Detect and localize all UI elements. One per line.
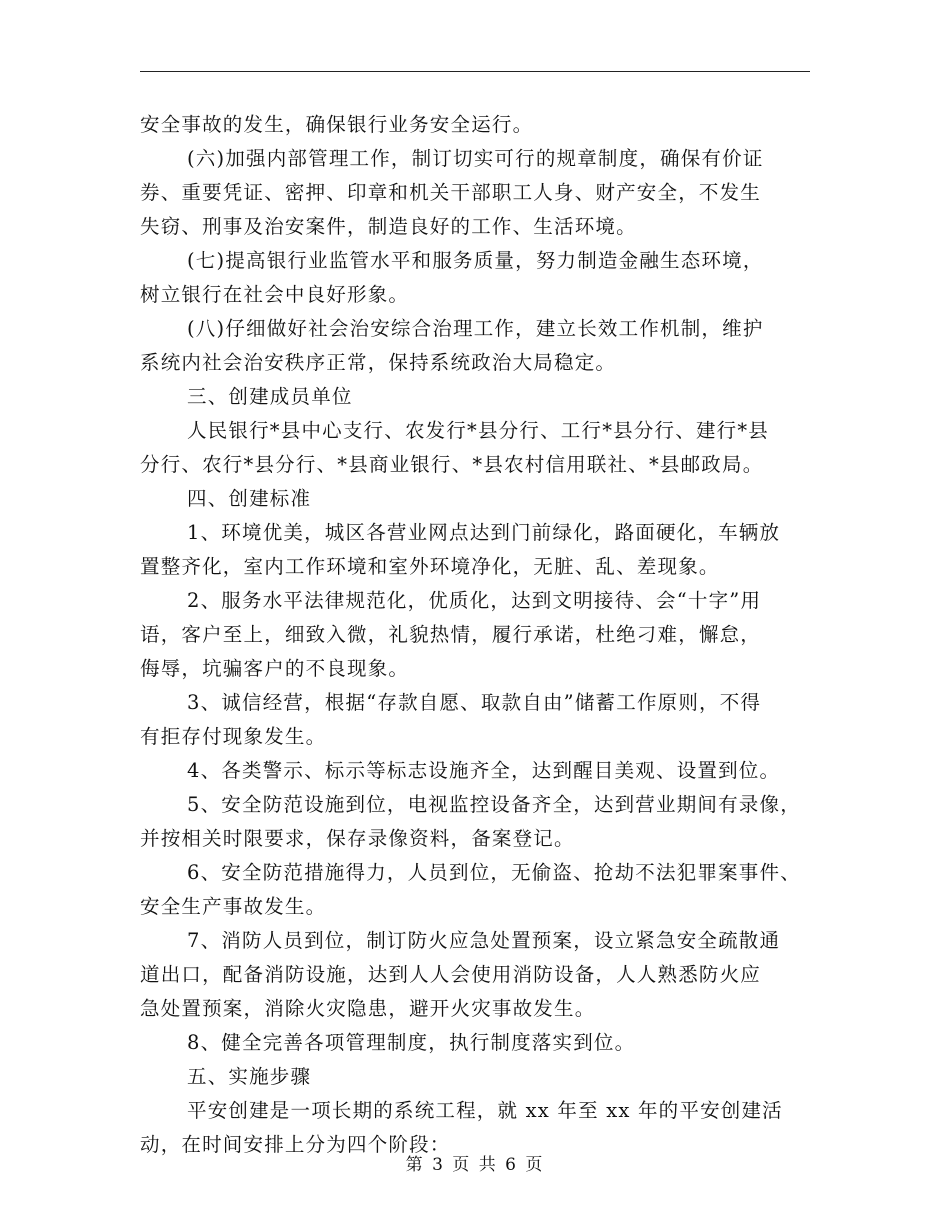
text-line: 失窃、刑事及治安案件，制造良好的工作、生活环境。 — [140, 215, 637, 238]
text-line: (六)加强内部管理工作，制订切实可行的规章制度，确保有价证 — [187, 147, 764, 170]
text-line: 5、安全防范设施到位，电视监控设备齐全，达到营业期间有录像， — [187, 793, 801, 816]
text-line: 动，在时间安排上分为四个阶段： — [140, 1133, 451, 1156]
text-line: 安全事故的发生，确保银行业务安全运行。 — [140, 113, 534, 136]
text-line: 安全生产事故发生。 — [140, 895, 327, 918]
text-line: 分行、农行*县分行、*县商业银行、*县农村信用联社、*县邮政局。 — [140, 453, 764, 476]
text-line: 侮辱，坑骗客户的不良现象。 — [140, 657, 410, 680]
text-line: 6、安全防范措施得力，人员到位，无偷盗、抢劫不法犯罪案事件、 — [187, 861, 801, 884]
header-rule — [140, 71, 810, 72]
text-line: 4、各类警示、标示等标志设施齐全，达到醒目美观、设置到位。 — [187, 759, 781, 782]
text-line: 7、消防人员到位，制订防火应急处置预案，设立紧急安全疏散通 — [187, 929, 781, 952]
page-footer: 第 3 页 共 6 页 — [405, 1155, 545, 1175]
text-line: 平安创建是一项长期的系统工程，就 xx 年至 xx 年的平安创建活 — [187, 1099, 783, 1122]
text-line: 四、创建标准 — [187, 487, 312, 510]
text-line: 人民银行*县中心支行、农发行*县分行、工行*县分行、建行*县 — [187, 419, 770, 442]
text-line: 急处置预案，消除火灾隐患，避开火灾事故发生。 — [140, 997, 596, 1020]
text-line: 道出口，配备消防设施，达到人人会使用消防设备，人人熟悉防火应 — [140, 963, 762, 986]
text-line: 8、健全完善各项管理制度，执行制度落实到位。 — [187, 1031, 636, 1054]
text-line: 五、实施步骤 — [187, 1065, 312, 1088]
document-body — [140, 108, 830, 1162]
text-line: (八)仔细做好社会治安综合治理工作，建立长效工作机制，维护 — [187, 317, 764, 340]
text-line: 树立银行在社会中良好形象。 — [140, 283, 410, 306]
text-line: 3、诚信经营，根据“存款自愿、取款自由”储蓄工作原则，不得 — [187, 691, 762, 714]
text-line: 有拒存付现象发生。 — [140, 725, 327, 748]
text-line: 语，客户至上，细致入微，礼貌热情，履行承诺，杜绝刁难，懈怠， — [140, 623, 762, 646]
text-line: 并按相关时限要求，保存录像资料，备案登记。 — [140, 827, 575, 850]
text-line: 三、创建成员单位 — [187, 385, 353, 408]
text-line: 1、环境优美，城区各营业网点达到门前绿化，路面硬化，车辆放 — [187, 521, 781, 544]
text-line: 置整齐化，室内工作环境和室外环境净化，无脏、乱、差现象。 — [140, 555, 720, 578]
text-line: (七)提高银行业监管水平和服务质量，努力制造金融生态环境， — [187, 249, 764, 272]
text-line: 2、服务水平法律规范化，优质化，达到文明接待、会“十字”用 — [187, 589, 762, 612]
text-line: 券、重要凭证、密押、印章和机关干部职工人身、财产安全，不发生 — [140, 181, 762, 204]
text-line: 系统内社会治安秩序正常，保持系统政治大局稳定。 — [140, 351, 617, 374]
